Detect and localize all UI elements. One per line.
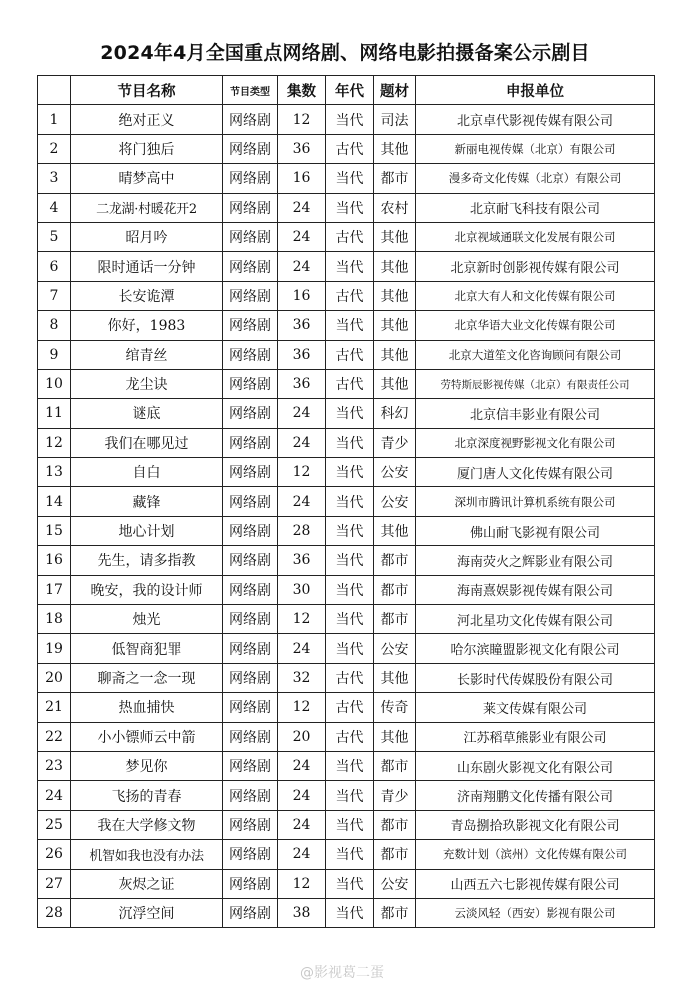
production-unit: 北京视域通联文化发展有限公司	[416, 222, 655, 251]
production-unit: 海南熹娱影视传媒有限公司	[416, 575, 655, 604]
drama-name: 将门独后	[71, 134, 223, 163]
drama-name: 地心计划	[71, 516, 223, 545]
drama-type: 网络剧	[223, 105, 278, 134]
table-row	[38, 252, 655, 281]
table-row	[38, 428, 655, 457]
table-row	[38, 722, 655, 751]
genre: 公安	[374, 458, 416, 487]
era: 古代	[326, 663, 374, 692]
era: 当代	[326, 751, 374, 780]
episode-count: 16	[278, 164, 326, 193]
drama-name: 沉浮空间	[71, 898, 223, 927]
era: 当代	[326, 516, 374, 545]
era: 当代	[326, 605, 374, 634]
genre: 其他	[374, 222, 416, 251]
episode-count: 16	[278, 281, 326, 310]
drama-name: 我们在哪见过	[71, 428, 223, 457]
row-index: 1	[38, 105, 71, 134]
era: 当代	[326, 193, 374, 222]
genre: 都市	[374, 751, 416, 780]
drama-name: 二龙湖·村暖花开2	[71, 193, 223, 222]
production-unit: 北京大有人和文化传媒有限公司	[416, 281, 655, 310]
genre: 司法	[374, 105, 416, 134]
production-unit: 山东剧火影视文化有限公司	[416, 751, 655, 780]
table-row	[38, 898, 655, 927]
table-row	[38, 487, 655, 516]
era: 当代	[326, 810, 374, 839]
genre: 其他	[374, 134, 416, 163]
drama-type: 网络剧	[223, 781, 278, 810]
header-unit: 申报单位	[416, 76, 655, 105]
row-index: 20	[38, 663, 71, 692]
table-row	[38, 840, 655, 869]
drama-name: 梦见你	[71, 751, 223, 780]
row-index: 14	[38, 487, 71, 516]
drama-name: 聊斋之一念一现	[71, 663, 223, 692]
drama-type: 网络剧	[223, 487, 278, 516]
episode-count: 24	[278, 487, 326, 516]
genre: 公安	[374, 634, 416, 663]
genre: 科幻	[374, 399, 416, 428]
era: 当代	[326, 634, 374, 663]
drama-name: 先生，请多指教	[71, 546, 223, 575]
genre: 其他	[374, 722, 416, 751]
table-header-row	[38, 76, 655, 105]
genre: 青少	[374, 428, 416, 457]
production-unit: 北京卓代影视传媒有限公司	[416, 105, 655, 134]
era: 古代	[326, 222, 374, 251]
table-row	[38, 605, 655, 634]
episode-count: 24	[278, 751, 326, 780]
episode-count: 20	[278, 722, 326, 751]
production-unit: 新丽电视传媒（北京）有限公司	[416, 134, 655, 163]
header-type: 节目类型	[223, 76, 278, 105]
row-index: 19	[38, 634, 71, 663]
drama-name: 限时通话一分钟	[71, 252, 223, 281]
production-unit: 漫多奇文化传媒（北京）有限公司	[416, 164, 655, 193]
genre: 都市	[374, 546, 416, 575]
drama-name: 低智商犯罪	[71, 634, 223, 663]
drama-table	[37, 75, 655, 928]
header-episodes: 集数	[278, 76, 326, 105]
table-row	[38, 575, 655, 604]
production-unit: 云淡风轻（西安）影视有限公司	[416, 898, 655, 927]
row-index: 23	[38, 751, 71, 780]
row-index: 6	[38, 252, 71, 281]
era: 当代	[326, 898, 374, 927]
drama-type: 网络剧	[223, 164, 278, 193]
row-index: 17	[38, 575, 71, 604]
drama-type: 网络剧	[223, 663, 278, 692]
drama-name: 长安诡潭	[71, 281, 223, 310]
drama-type: 网络剧	[223, 369, 278, 398]
table-row	[38, 663, 655, 692]
production-unit: 厦门唐人文化传媒有限公司	[416, 458, 655, 487]
row-index: 3	[38, 164, 71, 193]
row-index: 4	[38, 193, 71, 222]
genre: 其他	[374, 340, 416, 369]
watermark: @影视葛二蛋	[300, 965, 384, 981]
table-row	[38, 810, 655, 839]
drama-type: 网络剧	[223, 428, 278, 457]
production-unit: 充数计划（滨州）文化传媒有限公司	[416, 840, 655, 869]
drama-type: 网络剧	[223, 693, 278, 722]
genre: 都市	[374, 840, 416, 869]
era: 当代	[326, 840, 374, 869]
drama-type: 网络剧	[223, 722, 278, 751]
row-index: 2	[38, 134, 71, 163]
genre: 都市	[374, 164, 416, 193]
row-index: 11	[38, 399, 71, 428]
episode-count: 30	[278, 575, 326, 604]
drama-type: 网络剧	[223, 311, 278, 340]
era: 当代	[326, 428, 374, 457]
drama-name: 飞扬的青春	[71, 781, 223, 810]
header-genre: 题材	[374, 76, 416, 105]
production-unit: 青岛捌拾玖影视文化有限公司	[416, 810, 655, 839]
episode-count: 28	[278, 516, 326, 545]
era: 当代	[326, 487, 374, 516]
row-index: 28	[38, 898, 71, 927]
row-index: 21	[38, 693, 71, 722]
header-era: 年代	[326, 76, 374, 105]
episode-count: 32	[278, 663, 326, 692]
production-unit: 哈尔滨瞳盟影视文化有限公司	[416, 634, 655, 663]
production-unit: 莱文传媒有限公司	[416, 693, 655, 722]
table-row	[38, 222, 655, 251]
genre: 公安	[374, 487, 416, 516]
production-unit: 北京耐飞科技有限公司	[416, 193, 655, 222]
era: 当代	[326, 575, 374, 604]
table-row	[38, 281, 655, 310]
table-body	[38, 105, 655, 928]
drama-type: 网络剧	[223, 134, 278, 163]
genre: 其他	[374, 516, 416, 545]
table-row	[38, 369, 655, 398]
row-index: 26	[38, 840, 71, 869]
genre: 其他	[374, 311, 416, 340]
production-unit: 长影时代传媒股份有限公司	[416, 663, 655, 692]
episode-count: 36	[278, 340, 326, 369]
era: 当代	[326, 252, 374, 281]
drama-name: 机智如我也没有办法	[71, 840, 223, 869]
drama-type: 网络剧	[223, 575, 278, 604]
episode-count: 12	[278, 458, 326, 487]
era: 当代	[326, 105, 374, 134]
episode-count: 36	[278, 369, 326, 398]
drama-name: 绝对正义	[71, 105, 223, 134]
drama-type: 网络剧	[223, 605, 278, 634]
genre: 都市	[374, 810, 416, 839]
drama-name: 绾青丝	[71, 340, 223, 369]
episode-count: 24	[278, 810, 326, 839]
table-row	[38, 164, 655, 193]
drama-type: 网络剧	[223, 516, 278, 545]
table-row	[38, 516, 655, 545]
genre: 其他	[374, 369, 416, 398]
era: 当代	[326, 869, 374, 898]
episode-count: 12	[278, 869, 326, 898]
row-index: 8	[38, 311, 71, 340]
drama-type: 网络剧	[223, 634, 278, 663]
row-index: 9	[38, 340, 71, 369]
drama-name: 灰烬之证	[71, 869, 223, 898]
genre: 传奇	[374, 693, 416, 722]
drama-name: 小小镖师云中箭	[71, 722, 223, 751]
drama-name: 龙尘诀	[71, 369, 223, 398]
genre: 青少	[374, 781, 416, 810]
table-row	[38, 634, 655, 663]
era: 当代	[326, 164, 374, 193]
production-unit: 山西五六七影视传媒有限公司	[416, 869, 655, 898]
episode-count: 24	[278, 428, 326, 457]
episode-count: 24	[278, 252, 326, 281]
era: 古代	[326, 134, 374, 163]
genre: 农村	[374, 193, 416, 222]
drama-type: 网络剧	[223, 869, 278, 898]
production-unit: 江苏稻草熊影业有限公司	[416, 722, 655, 751]
episode-count: 24	[278, 193, 326, 222]
genre: 都市	[374, 575, 416, 604]
era: 古代	[326, 693, 374, 722]
drama-type: 网络剧	[223, 281, 278, 310]
drama-type: 网络剧	[223, 252, 278, 281]
row-index: 24	[38, 781, 71, 810]
episode-count: 36	[278, 311, 326, 340]
drama-type: 网络剧	[223, 399, 278, 428]
production-unit: 北京大道笙文化咨询顾问有限公司	[416, 340, 655, 369]
era: 古代	[326, 340, 374, 369]
production-unit: 济南翔鹏文化传播有限公司	[416, 781, 655, 810]
episode-count: 38	[278, 898, 326, 927]
era: 古代	[326, 369, 374, 398]
header-index	[38, 76, 71, 105]
header-name: 节目名称	[71, 76, 223, 105]
row-index: 10	[38, 369, 71, 398]
genre: 都市	[374, 898, 416, 927]
table-row	[38, 781, 655, 810]
drama-type: 网络剧	[223, 810, 278, 839]
table-row	[38, 546, 655, 575]
drama-type: 网络剧	[223, 751, 278, 780]
drama-type: 网络剧	[223, 546, 278, 575]
era: 当代	[326, 781, 374, 810]
drama-name: 晴梦高中	[71, 164, 223, 193]
production-unit: 北京新时创影视传媒有限公司	[416, 252, 655, 281]
era: 当代	[326, 458, 374, 487]
row-index: 5	[38, 222, 71, 251]
episode-count: 36	[278, 134, 326, 163]
episode-count: 12	[278, 693, 326, 722]
row-index: 16	[38, 546, 71, 575]
era: 古代	[326, 281, 374, 310]
production-unit: 劳特斯辰影视传媒（北京）有限责任公司	[416, 369, 655, 398]
drama-type: 网络剧	[223, 222, 278, 251]
episode-count: 24	[278, 222, 326, 251]
drama-name: 我在大学修文物	[71, 810, 223, 839]
table-row	[38, 340, 655, 369]
row-index: 13	[38, 458, 71, 487]
drama-name: 晚安，我的设计师	[71, 575, 223, 604]
drama-type: 网络剧	[223, 898, 278, 927]
row-index: 25	[38, 810, 71, 839]
row-index: 27	[38, 869, 71, 898]
row-index: 18	[38, 605, 71, 634]
table-row	[38, 311, 655, 340]
episode-count: 12	[278, 605, 326, 634]
production-unit: 河北星功文化传媒有限公司	[416, 605, 655, 634]
era: 当代	[326, 399, 374, 428]
table-row	[38, 693, 655, 722]
row-index: 12	[38, 428, 71, 457]
episode-count: 12	[278, 105, 326, 134]
drama-type: 网络剧	[223, 458, 278, 487]
era: 当代	[326, 546, 374, 575]
table-row	[38, 105, 655, 134]
production-unit: 北京信丰影业有限公司	[416, 399, 655, 428]
drama-type: 网络剧	[223, 340, 278, 369]
drama-name: 谜底	[71, 399, 223, 428]
row-index: 22	[38, 722, 71, 751]
table-row	[38, 458, 655, 487]
table-row	[38, 399, 655, 428]
row-index: 15	[38, 516, 71, 545]
drama-name: 烛光	[71, 605, 223, 634]
table-row	[38, 751, 655, 780]
production-unit: 北京华语大业文化传媒有限公司	[416, 311, 655, 340]
production-unit: 北京深度视野影视文化有限公司	[416, 428, 655, 457]
drama-type: 网络剧	[223, 193, 278, 222]
production-unit: 海南荧火之辉影业有限公司	[416, 546, 655, 575]
drama-name: 昭月吟	[71, 222, 223, 251]
era: 古代	[326, 722, 374, 751]
genre: 其他	[374, 252, 416, 281]
table-row	[38, 193, 655, 222]
drama-type: 网络剧	[223, 840, 278, 869]
production-unit: 佛山耐飞影视有限公司	[416, 516, 655, 545]
drama-name: 热血捕快	[71, 693, 223, 722]
production-unit: 深圳市腾讯计算机系统有限公司	[416, 487, 655, 516]
episode-count: 36	[278, 546, 326, 575]
drama-name: 藏锋	[71, 487, 223, 516]
genre: 其他	[374, 281, 416, 310]
page-title: 2024年4月全国重点网络剧、网络电影拍摄备案公示剧目	[100, 42, 590, 64]
drama-name: 自白	[71, 458, 223, 487]
episode-count: 24	[278, 399, 326, 428]
genre: 其他	[374, 663, 416, 692]
drama-name: 你好，1983	[71, 311, 223, 340]
episode-count: 24	[278, 840, 326, 869]
genre: 都市	[374, 605, 416, 634]
table-row	[38, 134, 655, 163]
era: 当代	[326, 311, 374, 340]
genre: 公安	[374, 869, 416, 898]
row-index: 7	[38, 281, 71, 310]
table-row	[38, 869, 655, 898]
episode-count: 24	[278, 634, 326, 663]
episode-count: 24	[278, 781, 326, 810]
